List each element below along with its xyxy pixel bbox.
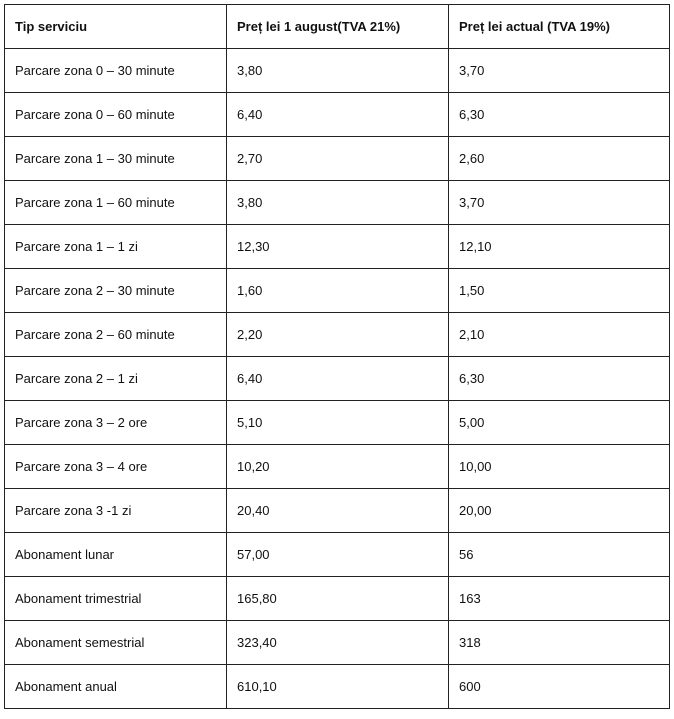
price-august-cell: 610,10: [227, 665, 449, 709]
table-row: [5, 269, 670, 313]
price-august-cell: 12,30: [227, 225, 449, 269]
price-current-cell: 600: [449, 665, 670, 709]
table-row: [5, 313, 670, 357]
table-row: [5, 181, 670, 225]
price-current-cell: 2,10: [449, 313, 670, 357]
service-type-cell: Parcare zona 3 – 4 ore: [5, 445, 227, 489]
price-table: [4, 4, 670, 709]
price-current-cell: 163: [449, 577, 670, 621]
service-type-cell: Parcare zona 1 – 30 minute: [5, 137, 227, 181]
price-current-cell: 3,70: [449, 181, 670, 225]
price-august-cell: 2,70: [227, 137, 449, 181]
service-type-cell: Parcare zona 1 – 1 zi: [5, 225, 227, 269]
price-august-cell: 5,10: [227, 401, 449, 445]
service-type-cell: Abonament semestrial: [5, 621, 227, 665]
price-august-cell: 57,00: [227, 533, 449, 577]
header-price-current: Preț lei actual (TVA 19%): [449, 5, 670, 49]
price-current-cell: 318: [449, 621, 670, 665]
service-type-cell: Parcare zona 3 – 2 ore: [5, 401, 227, 445]
service-type-cell: Parcare zona 3 -1 zi: [5, 489, 227, 533]
price-current-cell: 3,70: [449, 49, 670, 93]
table-row: [5, 49, 670, 93]
price-current-cell: 20,00: [449, 489, 670, 533]
price-august-cell: 2,20: [227, 313, 449, 357]
service-type-cell: Parcare zona 2 – 60 minute: [5, 313, 227, 357]
price-current-cell: 2,60: [449, 137, 670, 181]
service-type-cell: Abonament anual: [5, 665, 227, 709]
service-type-cell: Parcare zona 0 – 60 minute: [5, 93, 227, 137]
service-type-cell: Parcare zona 0 – 30 minute: [5, 49, 227, 93]
table-row: [5, 489, 670, 533]
price-august-cell: 6,40: [227, 357, 449, 401]
price-current-cell: 6,30: [449, 93, 670, 137]
price-august-cell: 3,80: [227, 181, 449, 225]
price-table-container: [4, 4, 669, 709]
price-current-cell: 12,10: [449, 225, 670, 269]
price-august-cell: 20,40: [227, 489, 449, 533]
service-type-cell: Parcare zona 1 – 60 minute: [5, 181, 227, 225]
table-row: [5, 93, 670, 137]
table-row: [5, 357, 670, 401]
table-row: [5, 137, 670, 181]
service-type-cell: Abonament trimestrial: [5, 577, 227, 621]
table-row: [5, 577, 670, 621]
price-current-cell: 56: [449, 533, 670, 577]
price-table-header: [5, 5, 670, 49]
table-row: [5, 533, 670, 577]
price-august-cell: 323,40: [227, 621, 449, 665]
service-type-cell: Parcare zona 2 – 30 minute: [5, 269, 227, 313]
price-current-cell: 10,00: [449, 445, 670, 489]
price-august-cell: 165,80: [227, 577, 449, 621]
header-row: [5, 5, 670, 49]
price-august-cell: 1,60: [227, 269, 449, 313]
price-august-cell: 3,80: [227, 49, 449, 93]
price-current-cell: 1,50: [449, 269, 670, 313]
service-type-cell: Parcare zona 2 – 1 zi: [5, 357, 227, 401]
header-service-type: Tip serviciu: [5, 5, 227, 49]
table-row: [5, 621, 670, 665]
price-august-cell: 6,40: [227, 93, 449, 137]
table-row: [5, 401, 670, 445]
price-table-body: [5, 49, 670, 709]
price-august-cell: 10,20: [227, 445, 449, 489]
service-type-cell: Abonament lunar: [5, 533, 227, 577]
table-row: [5, 665, 670, 709]
table-row: [5, 225, 670, 269]
table-row: [5, 445, 670, 489]
price-current-cell: 6,30: [449, 357, 670, 401]
header-price-august: Preț lei 1 august(TVA 21%): [227, 5, 449, 49]
price-current-cell: 5,00: [449, 401, 670, 445]
